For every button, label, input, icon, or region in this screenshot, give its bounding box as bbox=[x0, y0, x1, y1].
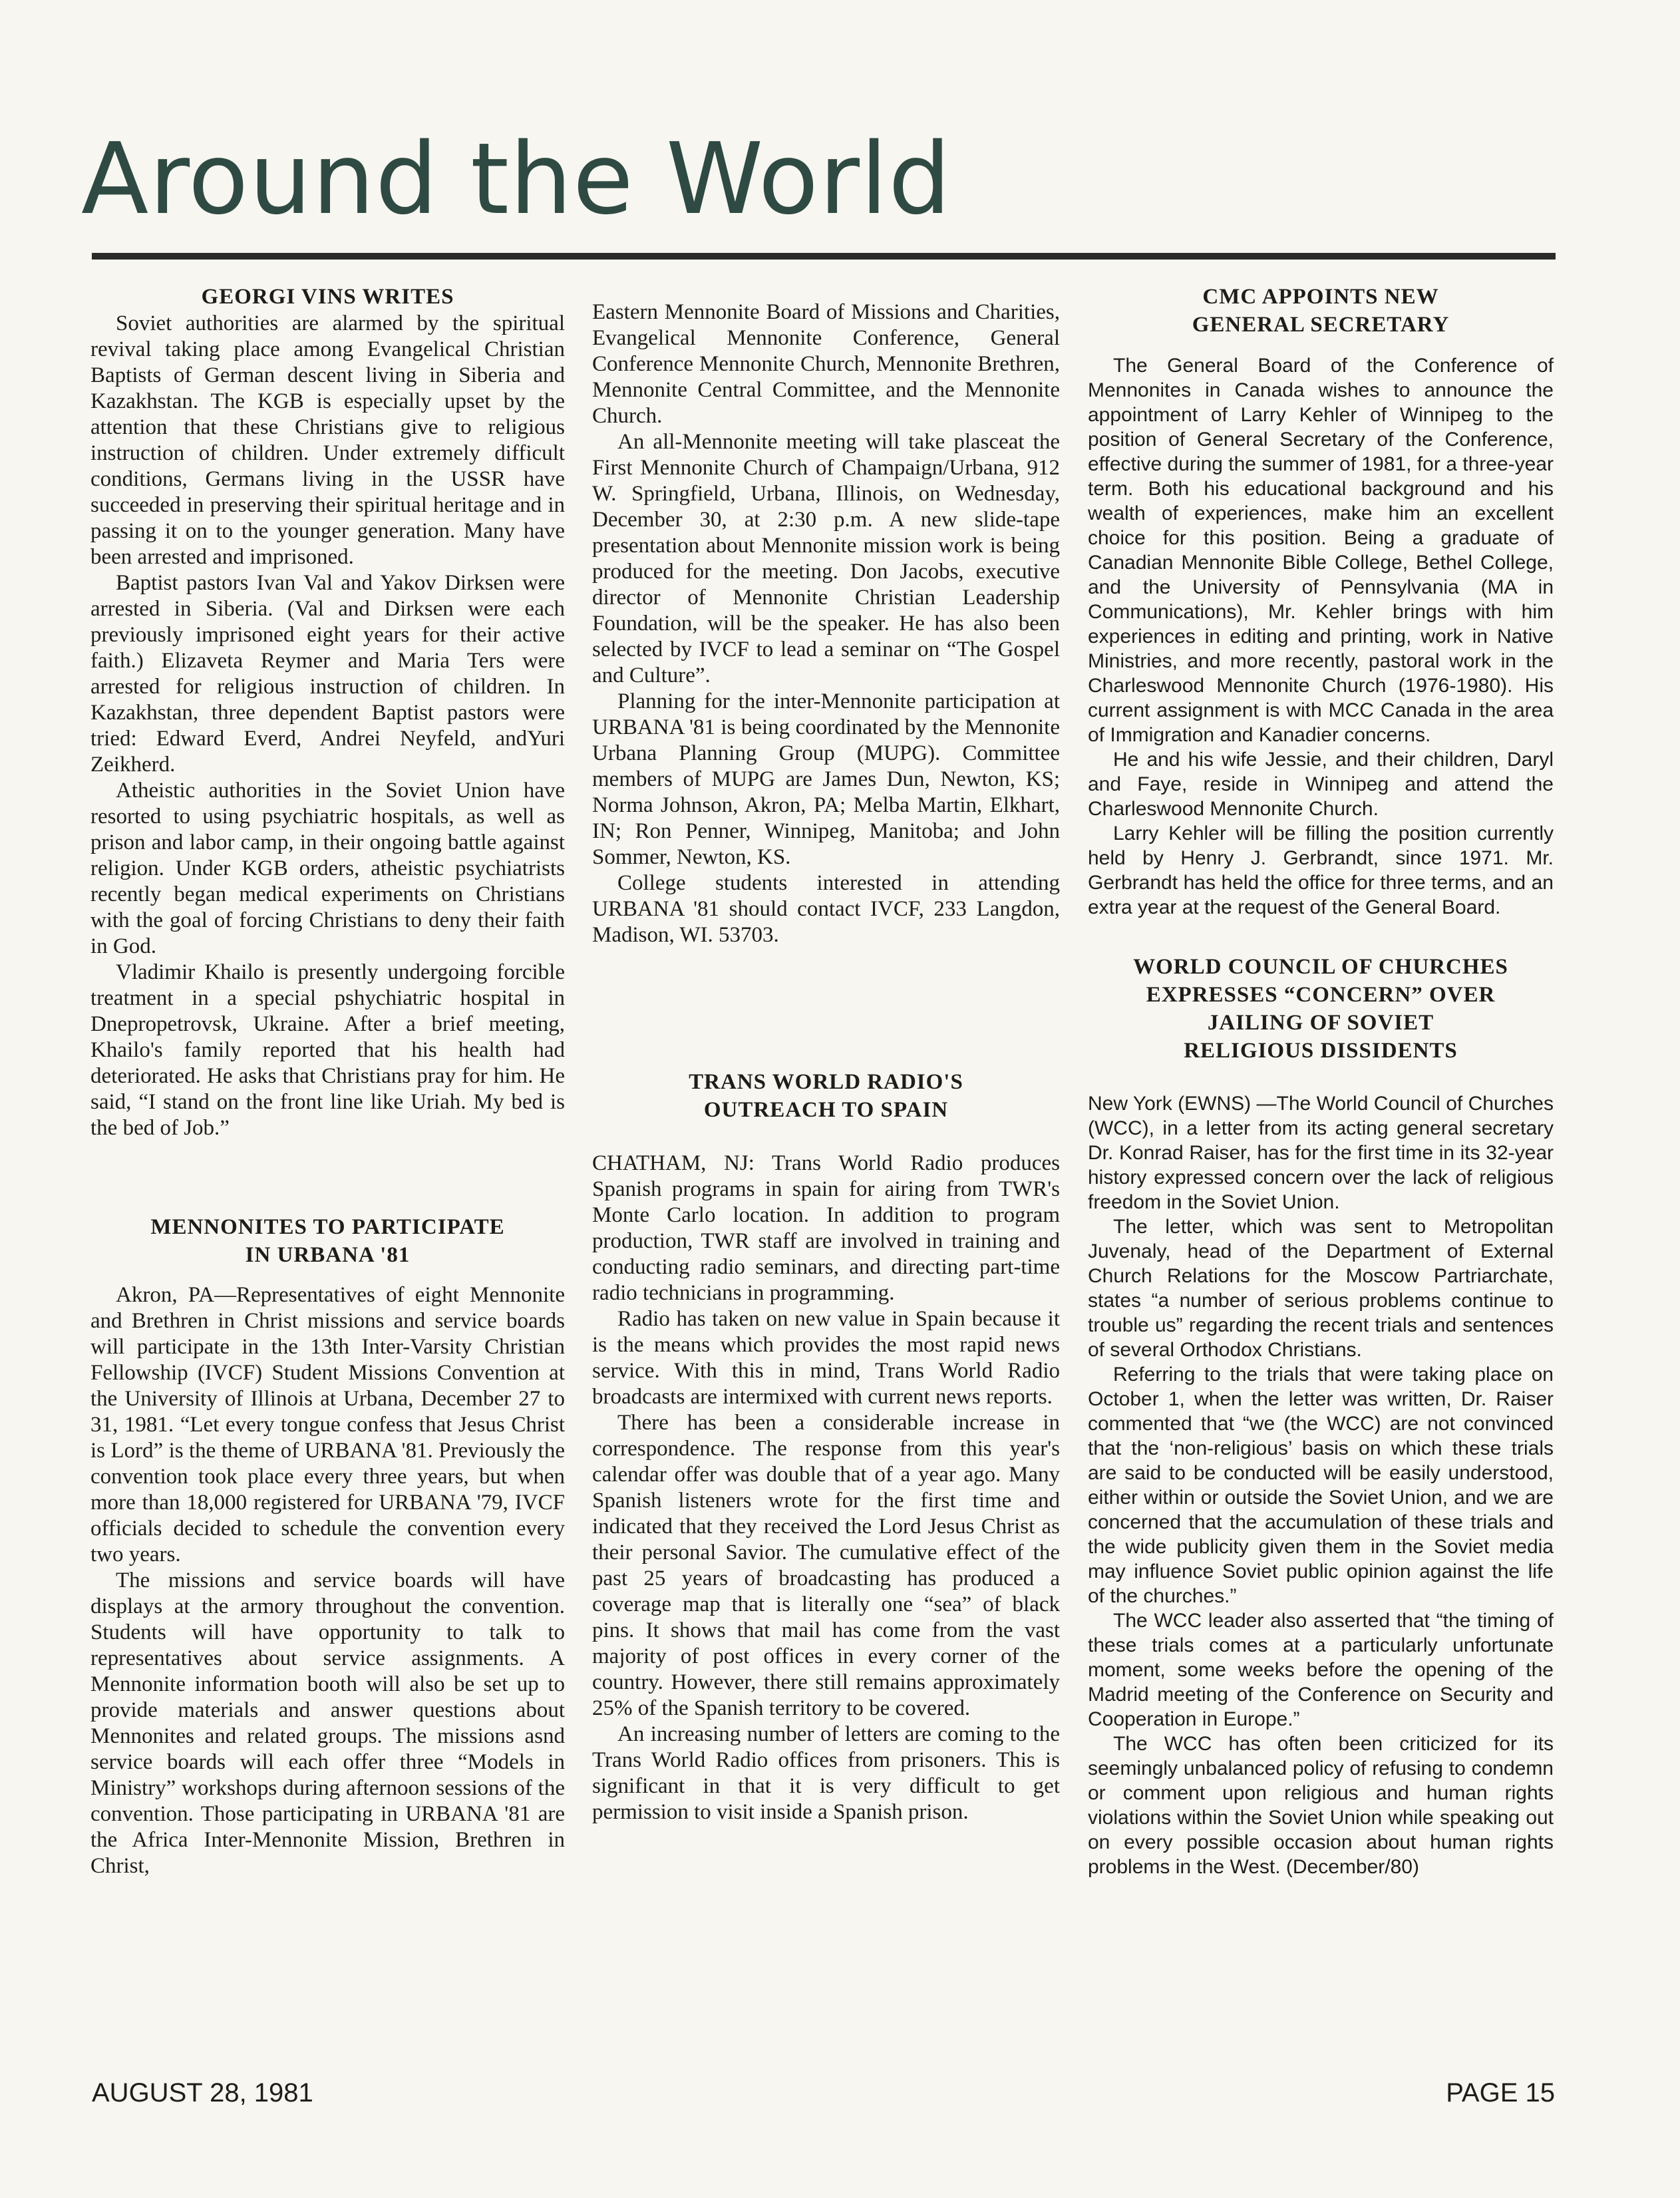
paragraph: Akron, PA—Representatives of eight Mennonite and Brethren in Christ missions and service boards will participate in the 13th Inter-Varsity Christian Fellowship (IVCF) Student Missions Convention at the University of Illinois at Urbana, December 27 to 31, 1981. “Let every tongue confess that Jesus Christ is Lord” is the theme of URBANA '81. Previously the convention took place every three years, but when more than 18,000 registered for URBANA '79, IVCF officials decided to schedule the convention every two years. bbox=[90, 1283, 565, 1566]
headline-line: GENERAL SECRETARY bbox=[1192, 313, 1450, 337]
paragraph: An increasing number of letters are coming to the Trans World Radio offices from prisoners. This is significant in that it is very difficult to get permission to visit inside a Spanish prison. bbox=[592, 1722, 1060, 1824]
paragraph: The WCC leader also asserted that “the timing of these trials comes at a particularly unfortunate moment, some weeks before the opening of the Madrid meeting of the Conference on Security and Cooperation in Europe.” bbox=[1088, 1610, 1554, 1730]
page-title: Around the World bbox=[81, 122, 952, 236]
headline-cmc bbox=[1088, 283, 1554, 339]
paragraph: He and his wife Jessie, and their children, Daryl and Faye, reside in Winnipeg and attend the Charleswood Mennonite Church. bbox=[1088, 749, 1554, 820]
headline-vins: GEORGI VINS WRITES bbox=[201, 285, 454, 309]
paragraph: The letter, which was sent to Metropolitan Juvenaly, head of the Department of External Church Relations for the Moscow Partriarchate, states “a number of serious problems continue to trouble us” regarding the recent trials and sentences of several Orthodox Christians. bbox=[1088, 1216, 1554, 1361]
paragraph: Referring to the trials that were taking place on October 1, when the letter was written, Dr. Raiser commented that “we (the WCC) are not convinced that the ‘non-religious’ basis on which these trials are said to be conducted will be easily understood, either within or outside the Soviet Union, and we are concerned that the accumulation of these trials and the wide publicity given them in the Soviet media may influence Soviet public opinion against the life of the churches.” bbox=[1088, 1364, 1554, 1607]
headline-line: JAILING OF SOVIET bbox=[1207, 1011, 1434, 1035]
paragraph: Radio has taken on new value in Spain because it is the means which provides the most rapid news service. With this in mind, Trans World Radio broadcasts are intermixed with current news reports. bbox=[592, 1307, 1060, 1409]
headline-urbana bbox=[90, 1213, 565, 1269]
paragraph: An all-Mennonite meeting will take plasceat the First Mennonite Church of Champaign/Urbana, 912 W. Springfield, Urbana, Illinois, on Wednesday, December 30, at 2:30 p.m. A new slide-tape presentation about Mennonite mission work is being produced for the meeting. Don Jacobs, executive director of Mennonite Christian Leadership Foundation, will be the speaker. He has also been selected by IVCF to lead a seminar on “The Gospel and Culture”. bbox=[592, 430, 1060, 687]
paragraph: Eastern Mennonite Board of Missions and Charities, Evangelical Mennonite Conference, General Conference Mennonite Church, Mennonite Brethren, Mennonite Central Committee, and the Mennonite Church. bbox=[592, 300, 1060, 428]
headline-line: IN URBANA '81 bbox=[245, 1243, 411, 1267]
footer-date: AUGUST 28, 1981 bbox=[92, 2078, 313, 2107]
footer-page-number: PAGE 15 bbox=[1446, 2078, 1555, 2107]
headline-line: EXPRESSES “CONCERN” OVER bbox=[1146, 983, 1496, 1007]
headline-line: WORLD COUNCIL OF CHURCHES bbox=[1133, 955, 1508, 979]
paragraph: New York (EWNS) —The World Council of Churches (WCC), in a letter from its acting general secretary Dr. Konrad Raiser, has for the first time in its 32-year history expressed concern over the lack of religious freedom in the Soviet Union. bbox=[1088, 1093, 1554, 1213]
column-middle bbox=[592, 299, 1060, 1825]
headline-line: OUTREACH TO SPAIN bbox=[703, 1098, 949, 1122]
column-left bbox=[90, 283, 565, 1879]
headline-line: TRANS WORLD RADIO'S bbox=[689, 1070, 963, 1094]
column-right bbox=[1088, 283, 1554, 1879]
headline-line: MENNONITES TO PARTICIPATE bbox=[150, 1215, 505, 1239]
paragraph: Soviet authorities are alarmed by the spiritual revival taking place among Evangelical Christian Baptists of German descent living in Siberia and Kazakhstan. The KGB is especially upset by the attention that these Christians give to religious instruction of children. Under extremely difficult conditions, Germans living in the USSR have succeeded in preserving their spiritual heritage and in passing it on to the younger generation. Many have been arrested and imprisoned. bbox=[90, 311, 565, 569]
paragraph: CHATHAM, NJ: Trans World Radio produces Spanish programs in spain for airing from TWR's Monte Carlo location. In addition to program production, TWR staff are involved in training and conducting radio seminars, and directing part-time radio technicians in programming. bbox=[592, 1151, 1060, 1305]
headline-wcc bbox=[1088, 953, 1554, 1065]
paragraph: There has been a considerable increase in correspondence. The response from this year's calendar offer was double that of a year ago. Many Spanish listeners wrote for the first time and indicated that they received the Lord Jesus Christ as their personal Savior. The cumulative effect of the past 25 years of broadcasting has produced a coverage map that is literally one “sea” of black pins. It shows that mail has come from the vast majority of post offices in every corner of the country. However, there still remains approximately 25% of the Spanish territory to be covered. bbox=[592, 1411, 1060, 1720]
paragraph: Larry Kehler will be filling the position currently held by Henry J. Gerbrandt, since 1971. Mr. Gerbrandt has held the office for three terms, and an extra year at the request of the General Board. bbox=[1088, 823, 1554, 918]
paragraph: The WCC has often been criticized for its seemingly unbalanced policy of refusing to condemn or comment upon religious and human rights violations within the Soviet Union while speaking out on every possible occasion about human rights problems in the West. (December/80) bbox=[1088, 1733, 1554, 1878]
headline-line: RELIGIOUS DISSIDENTS bbox=[1184, 1039, 1458, 1063]
paragraph: The missions and service boards will have displays at the armory throughout the convention. Students will have opportunity to talk to representatives about service assignments. A Mennonite information booth will also be set up to provide materials and answer questions about Mennonites and related groups. The missions asnd service boards will each offer three “Models in Ministry” workshops during afternoon sessions of the convention. Those participating in URBANA '81 are the Africa Inter-Mennonite Mission, Brethren in Christ, bbox=[90, 1568, 565, 1878]
paragraph: Atheistic authorities in the Soviet Union have resorted to using psychiatric hospitals, as well as prison and labor camp, in their ongoing battle against religion. Under KGB orders, atheistic psychiatrists recently began medical experiments on Christians with the goal of forcing Christians to deny their faith in God. bbox=[90, 779, 565, 958]
paragraph: Vladimir Khailo is presently undergoing forcible treatment in a special pshychiatric hospital in Dnepropetrovsk, Ukraine. After a brief meeting, Khailo's family reported that his health had deteriorated. He asks that Christians pray for him. He said, “I stand on the front line like Uriah. My bed is the bed of Job.” bbox=[90, 960, 565, 1140]
headline-line: CMC APPOINTS NEW bbox=[1202, 285, 1439, 309]
paragraph: Planning for the inter-Mennonite participation at URBANA '81 is being coordinated by the Mennonite Urbana Planning Group (MUPG). Committee members of MUPG are James Dun, Newton, KS; Norma Johnson, Akron, PA; Melba Martin, Elkhart, IN; Ron Penner, Winnipeg, Manitoba; and John Sommer, Newton, KS. bbox=[592, 689, 1060, 869]
title-rule bbox=[92, 253, 1556, 260]
headline-twr bbox=[592, 1068, 1060, 1124]
paragraph: The General Board of the Conference of Mennonites in Canada wishes to announce the appointment of Larry Kehler of Winnipeg to the position of General Secretary of the Conference, effective during the summer of 1981, for a three-year term. Both his educational background and his wealth of experiences, make him an excellent choice for this position. Being a graduate of Canadian Mennonite Bible College, Bethel College, and the University of Pennsylvania (MA in Communications), Mr. Kehler brings with him experiences in editing and printing, work in Native Ministries, and more recently, pastoral work in the Charleswood Mennonite Church (1976-1980). His current assignment is with MCC Canada in the area of Immigration and Kanadier concerns. bbox=[1088, 355, 1554, 746]
paragraph: Baptist pastors Ivan Val and Yakov Dirksen were arrested in Siberia. (Val and Dirksen were each previously imprisoned eight years for their active faith.) Elizaveta Reymer and Maria Ters were arrested for religious instruction of children. In Kazakhstan, three dependent Baptist pastors were tried: Edward Everd, Andrei Neyfeld, andYuri Zeikherd. bbox=[90, 571, 565, 777]
paragraph: College students interested in attending URBANA '81 should contact IVCF, 233 Langdon, Madison, WI. 53703. bbox=[592, 871, 1060, 947]
